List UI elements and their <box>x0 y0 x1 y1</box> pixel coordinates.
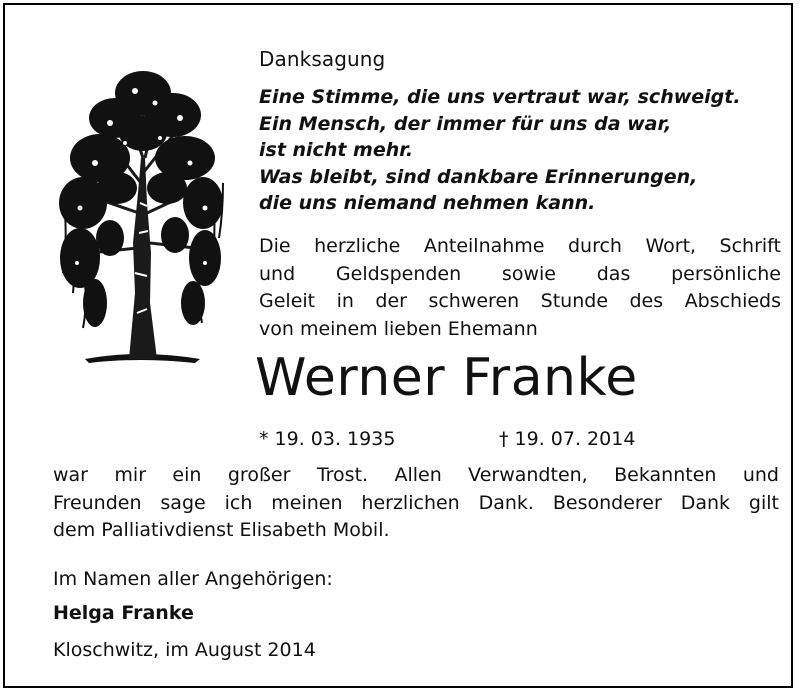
obituary-notice <box>3 3 793 688</box>
birth-date: * 19. 03. 1935 <box>259 428 396 450</box>
intro-line: Die herzliche Anteilnahme durch Wort, Schrift <box>259 235 781 257</box>
on-behalf-line: Im Namen aller Angehörigen: <box>53 568 333 590</box>
signer-name: Helga Franke <box>53 602 194 624</box>
poem-line: die uns niemand nehmen kann. <box>259 192 596 215</box>
thanks-line: dem Palliativdienst Elisabeth Mobil. <box>53 519 390 541</box>
poem-line: Ein Mensch, der immer für uns da war, <box>259 112 672 135</box>
intro-line: von meinem lieben Ehemann <box>259 317 538 340</box>
birch-tree-icon <box>55 63 225 375</box>
poem-line: Was bleibt, sind dankbare Erinnerungen, <box>259 165 698 188</box>
place-date: Kloschwitz, im August 2014 <box>53 639 316 661</box>
deceased-name: Werner Franke <box>255 348 638 408</box>
thanks-paragraph <box>53 462 779 545</box>
intro-line: und Geldspenden sowie das persönliche <box>259 262 781 285</box>
poem-line: ist nicht mehr. <box>259 139 414 162</box>
intro-line: Geleit in der schweren Stunde des Abschieds <box>259 290 781 312</box>
death-date: † 19. 07. 2014 <box>499 428 636 450</box>
thanks-line: Freunden sage ich meinen herzlichen Dank. Besonderer Dank gilt <box>53 491 779 514</box>
intro-paragraph <box>259 233 781 343</box>
thanks-line: war mir ein großer Trost. Allen Verwandten, Bekannten und <box>53 464 779 486</box>
poem-line: Eine Stimme, die uns vertraut war, schweigt. <box>259 86 741 108</box>
notice-heading: Danksagung <box>259 47 386 71</box>
poem <box>259 84 779 217</box>
